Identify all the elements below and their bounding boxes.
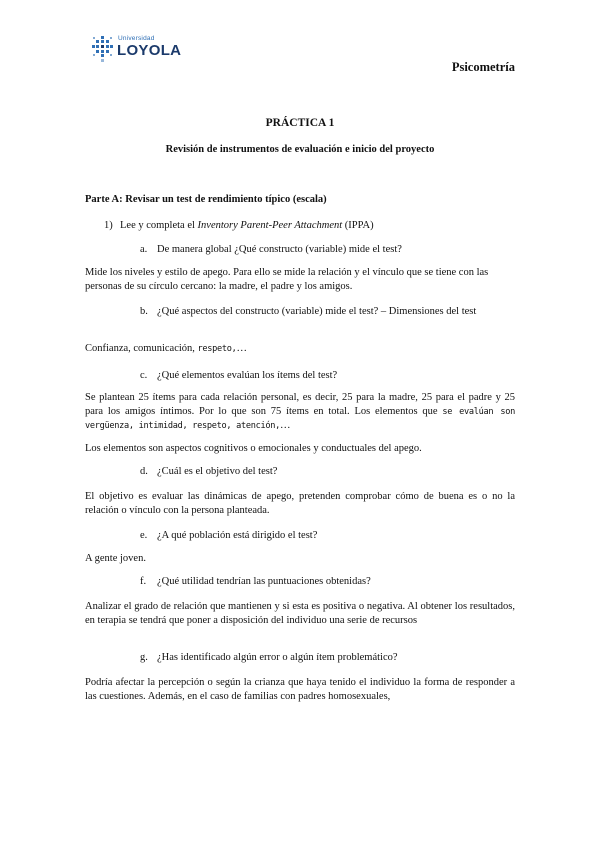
answer-e: A gente joven. <box>85 553 146 564</box>
answer-b <box>85 342 515 356</box>
answer-c-extra: Los elementos son aspectos cognitivos o emocionales y conductuales del apego. <box>85 443 422 454</box>
section-heading: Parte A: Revisar un test de rendimiento típico (escala) <box>85 194 327 205</box>
handwritten-text: se evalúan son vergüenza, intimidad, respeto, atención, <box>85 407 515 431</box>
question-label: d. <box>140 466 148 477</box>
item-text-italic: Inventory Parent-Peer Attachment <box>197 220 343 231</box>
question-label: c. <box>140 370 148 381</box>
answer-text: Confianza, comunicación, <box>85 343 198 354</box>
page-subtitle: Revisión de instrumentos de evaluación e inicio del proyecto <box>165 144 435 155</box>
question-b <box>140 305 515 319</box>
question-f <box>140 575 515 589</box>
question-label: b. <box>140 306 148 317</box>
logo-title: LOYOLA <box>117 42 182 59</box>
list-item-1 <box>104 220 374 231</box>
answer-g: Podría afectar la percepción o según la crianza que haya tenido el individuo la forma de responder a las cuestiones. Además, en el caso de familias con padres homosexuales, <box>85 677 515 702</box>
answer-d: El objetivo es evaluar las dinámicas de apego, pretenden comprobar cómo de buena es o no la relación o vínculo con la persona planteada. <box>85 491 515 516</box>
question-text: ¿Cuál es el objetivo del test? <box>157 466 278 477</box>
course-name: Psicometría <box>451 60 515 74</box>
question-text: De manera global ¿Qué constructo (variable) mide el test? <box>157 244 402 255</box>
question-text: ¿Qué elementos evalúan los ítems del test? <box>157 370 338 381</box>
handwritten-text: respeto, <box>197 344 237 354</box>
question-label: f. <box>140 576 147 587</box>
question-text: ¿Has identificado algún error o algún ítem problemático? <box>157 652 398 663</box>
question-d <box>140 465 515 479</box>
question-text: ¿Qué utilidad tendrían las puntuaciones obtenidas? <box>157 576 371 587</box>
answer-c <box>85 391 515 433</box>
answer-tail: … <box>236 343 248 354</box>
question-c <box>140 369 515 383</box>
list-number: 1) <box>104 220 113 231</box>
item-text-pre: Lee y completa el <box>120 220 198 231</box>
question-a <box>140 243 515 257</box>
question-g <box>140 651 515 665</box>
question-text: ¿A qué población está dirigido el test? <box>157 530 318 541</box>
question-e <box>140 529 515 543</box>
item-text-post: (IPPA) <box>342 220 374 231</box>
logo-subtitle: Universidad <box>118 35 155 42</box>
answer-a: Mide los niveles y estilo de apego. Para ello se mide la relación y el vínculo que se tiene con las personas de su círculo cercano: la madre, el padre y los amigos. <box>85 267 489 292</box>
answer-f: Analizar el grado de relación que mantienen y si esta es positiva o negativa. Al obtener los resultados, en terapia se tendrá que poner a disposición del individuo una serie de recursos <box>85 601 515 626</box>
question-label: g. <box>140 652 148 663</box>
question-label: e. <box>140 530 148 541</box>
page-title: PRÁCTICA 1 <box>265 117 335 129</box>
question-text: ¿Qué aspectos del constructo (variable) mide el test? – Dimensiones del test <box>157 306 477 317</box>
question-label: a. <box>140 244 148 255</box>
answer-tail: … <box>279 420 291 431</box>
answer-text: Se plantean 25 ítems para cada relación personal, es decir, 25 para la madre, 25 para el padre y 25 para los amigos íntimos. Por lo que son 75 ítems en total. Los elementos que <box>85 392 515 417</box>
